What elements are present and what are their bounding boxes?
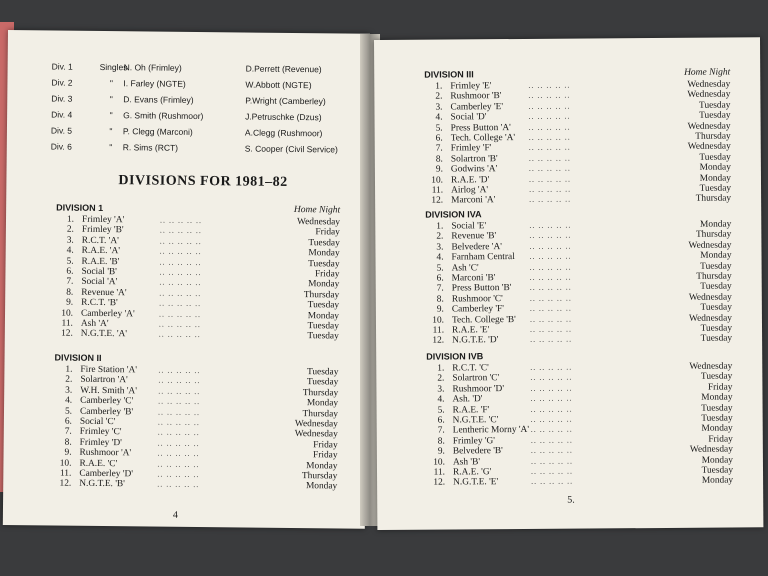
singles-row [51,138,351,157]
leader-dots: .. .. .. .. .. [529,303,572,314]
home-night: Tuesday [700,333,733,345]
leader-dots: .. .. .. .. .. [159,277,202,288]
row-number: 11. [432,325,445,336]
team-name: Camberley 'D' [79,468,134,480]
row-number: 5. [435,123,443,134]
home-night: Tuesday [699,152,731,163]
leader-dots: .. .. .. .. .. [529,184,572,194]
row-number: 4. [435,112,443,123]
row-number: 9. [66,297,74,308]
row-number: 7. [66,276,74,288]
singles-player-2: D.Perrett (Revenue) [245,63,322,75]
leader-dots: .. .. .. .. .. [529,241,572,251]
row-number: 4. [436,252,444,263]
team-name: Fire Station 'A' [80,364,138,376]
home-night: Monday [306,460,338,471]
home-night: Tuesday [700,281,732,293]
team-name: Frimley 'C' [79,427,122,438]
team-name: Solartron 'B' [450,153,498,165]
row-number: 2. [437,373,445,384]
row-number: 2. [436,231,444,242]
row-number: 2. [66,225,74,236]
home-night: Friday [313,450,338,461]
team-name: N.G.T.E. 'D' [452,335,499,346]
team-name: Lentheric Morny 'A' [452,425,530,436]
singles-division: Div. 6 [50,141,72,152]
leader-dots: .. .. .. .. .. [529,231,572,241]
team-name: Tech. College 'B' [451,314,516,325]
leader-dots: .. .. .. .. .. [530,383,573,393]
row-number: 3. [435,102,443,113]
team-name: Belvedere 'B' [452,446,503,457]
leader-dots: .. .. .. .. .. [530,466,574,476]
leader-dots: .. .. .. .. .. [159,267,202,277]
home-night: Wednesday [687,121,731,132]
team-name: Camberley 'A' [80,308,135,319]
singles-label: Singles [99,61,128,73]
leader-dots: .. .. .. .. .. [529,220,572,230]
singles-division: Div. 3 [51,93,73,104]
row-number: 7. [437,425,445,436]
row-number: 5. [437,405,445,416]
leader-dots: .. .. .. .. .. [157,407,201,417]
home-night: Monday [306,398,339,409]
home-night: Wednesday [687,141,731,153]
leader-dots: .. .. .. .. .. [530,373,573,383]
team-name: N.G.T.E. 'B' [79,479,125,490]
row-number: 7. [64,426,72,438]
home-night: Wednesday [687,89,731,101]
leader-dots: .. .. .. .. .. [159,288,202,298]
division-3 [424,64,731,207]
row-number: 3. [436,242,444,253]
row-number: 9. [437,446,445,457]
home-night: Tuesday [698,100,731,111]
home-night: Friday [315,227,340,238]
home-night: Tuesday [699,110,731,121]
home-night-label: Home Night [684,67,731,78]
row-number: 9. [435,164,443,175]
singles-label: " [109,126,113,137]
leader-dots: .. .. .. .. .. [157,417,200,427]
home-night: Monday [701,455,733,466]
home-night: Thursday [301,471,338,482]
leader-dots: .. .. .. .. .. [529,262,572,272]
row-number: 12. [61,328,73,339]
singles-player-1: R. Sims (RCT) [122,142,179,153]
leader-dots: .. .. .. .. .. [158,375,201,386]
row-number: 8. [437,436,445,447]
page-number: 5. [567,494,575,506]
singles-label: " [109,110,113,121]
team-name: Press Button 'B' [451,283,512,294]
singles-player-2: A.Clegg (Rushmoor) [244,127,323,139]
team-name: Ash. 'D' [452,394,483,405]
home-night: Tuesday [306,377,339,388]
team-name: Social 'C' [79,416,116,428]
team-name: Ash 'C' [451,262,479,274]
page-number: 4 [172,509,178,521]
team-name: Camberley 'F' [451,304,504,315]
home-night: Wednesday [294,418,338,430]
home-night: Monday [700,250,732,261]
home-night: Thursday [302,408,339,420]
row-number: 6. [66,266,74,277]
team-name: Solartron 'A' [80,375,128,386]
singles-label: " [109,142,113,153]
team-name: Social 'B' [81,266,117,278]
home-night: Tuesday [699,183,732,194]
leader-dots: .. .. .. .. .. [529,314,572,324]
row-number: 7. [436,283,444,294]
row-number: 1. [65,364,73,375]
division-title: DIVISION II [54,352,102,363]
team-name: N.G.T.E. 'A' [80,329,128,340]
singles-label: " [109,78,114,89]
home-night: Thursday [695,229,732,241]
division-rows [426,362,733,489]
table-row [427,476,733,489]
leader-dots: .. .. .. .. .. [530,404,573,414]
team-name: Solartron 'C' [452,373,500,384]
row-number: 3. [437,384,445,395]
leader-dots: .. .. .. .. .. [529,194,572,205]
row-number: 3. [66,235,74,246]
home-night: Wednesday [688,240,732,251]
row-number: 2. [65,375,73,386]
division-title: DIVISION III [424,69,474,80]
leader-dots: .. .. .. .. .. [528,142,571,153]
team-name: Frimley 'G' [452,435,496,447]
page-heading: DIVISIONS FOR 1981–82 [118,173,288,190]
singles-division: Div. 1 [51,61,73,72]
team-name: W.H. Smith 'A' [80,385,137,397]
singles-player-1: G. Smith (Rushmoor) [123,110,204,122]
leader-dots: .. .. .. .. .. [159,225,202,236]
singles-player-1: N. Oh (Frimley) [123,62,182,73]
home-night: Tuesday [307,321,339,332]
leader-dots: .. .. .. .. .. [159,298,202,309]
leader-dots: .. .. .. .. .. [157,459,200,469]
row-number: 1. [437,363,445,374]
division-2 [53,349,338,493]
home-night: Monday [308,248,340,259]
row-number: 2. [435,91,443,102]
leader-dots: .. .. .. .. .. [159,246,202,257]
row-number: 11. [61,318,73,329]
singles-list [51,58,352,157]
table-row [53,479,337,492]
leader-dots: .. .. .. .. .. [528,132,571,142]
home-night-label: Home Night [293,205,341,216]
team-name: Frimley 'B' [81,225,124,236]
team-name: Revenue 'B' [451,231,497,242]
home-night: Monday [700,219,732,230]
leader-dots: .. .. .. .. .. [528,163,571,174]
division-4a [425,204,732,347]
row-number: 10. [432,315,444,326]
leader-dots: .. .. .. .. .. [157,479,200,490]
row-number: 5. [436,263,444,274]
row-number: 9. [64,447,72,458]
home-night: Friday [313,439,338,451]
team-name: R.A.E. 'G' [452,467,492,478]
team-name: Camberley 'C' [80,395,134,407]
team-name: Ash 'A' [80,318,109,329]
home-night: Monday [305,481,338,492]
leader-dots: .. .. .. .. .. [530,445,573,456]
team-name: R.C.T. 'B' [81,297,118,309]
singles-division: Div. 2 [51,77,73,88]
team-name: Camberley 'E' [450,101,504,113]
team-name: R.C.T. 'A' [81,235,119,246]
row-number: 11. [59,468,72,479]
team-name: R.A.E. 'E' [451,325,490,336]
team-name: Rushmoor 'C' [451,293,503,305]
team-name: R.A.E. 'C' [79,458,118,469]
team-name: Camberley 'B' [79,406,134,417]
singles-player-1: D. Evans (Frimley) [123,94,194,105]
team-name: Farnham Central [451,252,515,263]
row-number: 5. [64,406,73,417]
row-number: 4. [66,245,74,256]
team-name: R.A.E. 'A' [81,245,121,257]
team-name: Marconi 'B' [451,273,496,284]
home-night: Tuesday [701,465,734,476]
division-title: DIVISION 1 [56,202,104,214]
team-name: N.G.T.E. 'E' [453,477,499,488]
row-number: 8. [66,287,74,298]
division-rows [425,220,732,347]
row-number: 1. [436,221,444,232]
division-title: DIVISION IVA [425,209,482,220]
singles-player-1: I. Farley (NGTE) [123,78,186,89]
table-row [55,329,339,342]
row-number: 8. [436,294,444,305]
row-number: 8. [435,154,443,165]
home-night: Monday [701,423,733,435]
home-night: Wednesday [688,292,732,303]
singles-player-2: J.Petruschke (Dzus) [245,111,322,123]
team-name: Frimley 'A' [81,214,125,226]
leader-dots: .. .. .. .. .. [158,386,201,396]
singles-label: " [109,94,113,105]
row-number: 1. [66,214,75,225]
row-number: 3. [65,385,73,396]
division-title: DIVISION IVB [426,351,484,362]
home-night: Tuesday [700,323,733,334]
leader-dots: .. .. .. .. .. [528,153,571,163]
leader-dots: .. .. .. .. .. [528,80,571,90]
division-rows [53,365,338,493]
leader-dots: .. .. .. .. .. [529,251,572,262]
home-night: Wednesday [689,444,733,455]
leader-dots: .. .. .. .. .. [159,236,202,246]
home-night: Monday [308,279,340,290]
team-name: Marconi 'A' [451,195,496,206]
home-night: Tuesday [308,237,340,249]
team-name: Press Button 'A' [450,122,511,134]
row-number: 9. [436,304,444,315]
leader-dots: .. .. .. .. .. [159,215,203,226]
team-name: Social 'A' [81,277,118,288]
home-night: Friday [708,434,733,445]
team-name: Social 'D' [450,112,487,123]
leader-dots: .. .. .. .. .. [157,427,200,438]
row-number: 11. [433,467,446,478]
team-name: Rushmoor 'D' [452,383,505,395]
leader-dots: .. .. .. .. .. [530,414,573,424]
home-night: Tuesday [700,371,733,383]
leader-dots: .. .. .. .. .. [528,91,571,101]
leader-dots: .. .. .. .. .. [531,476,574,487]
leader-dots: .. .. .. .. .. [158,396,201,407]
leader-dots: .. .. .. .. .. [529,282,572,293]
row-number: 7. [435,143,443,154]
home-night: Monday [307,310,340,321]
singles-division: Div. 5 [50,125,73,136]
leader-dots: .. .. .. .. .. [530,435,573,445]
row-number: 10. [433,457,445,468]
home-night: Tuesday [700,261,732,272]
row-number: 12. [59,478,72,489]
row-number: 12. [433,477,446,488]
team-name: R.C.T. 'C' [452,363,489,374]
leader-dots: .. .. .. .. .. [528,174,572,184]
home-night: Monday [701,392,733,403]
leader-dots: .. .. .. .. .. [530,424,573,435]
row-number: 10. [59,458,72,469]
leader-dots: .. .. .. .. .. [530,456,573,466]
row-number: 6. [435,133,443,144]
team-name: Frimley 'D' [79,437,122,448]
home-night: Wednesday [689,361,733,372]
leader-dots: .. .. .. .. .. [529,324,573,334]
team-name: Belvedere 'A' [451,241,502,253]
leader-dots: .. .. .. .. .. [529,293,572,303]
row-number: 11. [431,185,444,196]
home-night: Tuesday [700,302,732,313]
row-number: 6. [437,415,445,426]
row-number: 6. [436,273,444,284]
right-page [374,37,763,530]
home-night: Thursday [696,271,732,282]
division-rows [424,80,731,207]
home-night: Friday [707,382,733,393]
home-night: Monday [699,173,732,184]
home-night: Thursday [695,131,731,142]
leader-dots: .. .. .. .. .. [530,334,573,345]
leader-dots: .. .. .. .. .. [530,362,573,372]
row-number: 1. [435,81,443,92]
team-name: Airlog 'A' [451,185,489,196]
home-night: Tuesday [701,403,733,414]
home-night: Friday [314,269,340,280]
team-name: R.A.E. 'B' [81,256,120,267]
home-night: Thursday [302,387,339,399]
home-night: Monday [701,475,734,487]
leader-dots: .. .. .. .. .. [157,469,200,479]
home-night: Thursday [303,289,340,301]
home-night: Wednesday [294,429,338,440]
singles-player-2: W.Abbott (NGTE) [245,79,312,91]
row-number: 10. [61,308,74,319]
division-4b [426,346,733,489]
leader-dots: .. .. .. .. .. [158,309,202,319]
leader-dots: .. .. .. .. .. [528,122,571,132]
team-name: Ash 'B' [452,456,481,467]
team-name: Rushmoor 'A' [79,447,132,459]
leader-dots: .. .. .. .. .. [528,101,571,111]
singles-player-2: S. Cooper (Civil Service) [244,143,338,155]
leader-dots: .. .. .. .. .. [159,257,202,267]
home-night: Monday [699,162,731,173]
home-night: Thursday [695,193,732,205]
team-name: R.A.E. 'D' [450,174,490,185]
home-night: Tuesday [308,258,340,270]
leader-dots: .. .. .. .. .. [158,319,201,329]
leader-dots: .. .. .. .. .. [529,272,572,282]
table-row [426,334,732,347]
leader-dots: .. .. .. .. .. [158,365,201,376]
row-number: 12. [432,335,445,346]
team-name: Tech. College 'A' [450,132,516,144]
singles-player-2: P.Wright (Camberley) [245,95,326,107]
home-night: Tuesday [307,300,340,311]
team-name: Frimley 'E' [450,81,492,92]
home-night: Tuesday [306,367,339,378]
row-number: 6. [64,416,72,427]
row-number: 4. [65,395,73,406]
home-night: Tuesday [307,331,339,342]
team-name: Revenue 'A' [81,287,127,298]
row-number: 8. [64,437,72,448]
leader-dots: .. .. .. .. .. [157,438,200,448]
team-name: Rushmoor 'B' [450,91,502,102]
row-number: 12. [431,195,444,206]
team-name: R.A.E. 'F' [452,404,490,416]
team-name: N.G.T.E. 'C' [452,415,499,426]
leader-dots: .. .. .. .. .. [528,111,571,122]
singles-division: Div. 4 [51,109,73,120]
row-number: 10. [431,175,444,186]
home-night: Tuesday [701,413,733,424]
home-night: Wednesday [296,217,341,228]
team-name: Frimley 'F' [450,143,492,154]
leader-dots: .. .. .. .. .. [530,393,573,404]
leader-dots: .. .. .. .. .. [157,448,200,459]
home-night: Wednesday [687,79,731,90]
team-name: Social 'E' [451,221,487,232]
row-number: 4. [437,394,445,405]
division-1 [55,199,340,343]
left-page [3,30,370,529]
leader-dots: .. .. .. .. .. [158,329,201,340]
singles-player-1: P. Clegg (Marconi) [122,126,193,137]
home-night: Wednesday [688,313,732,324]
row-number: 5. [66,256,74,267]
team-name: Godwins 'A' [450,164,498,175]
division-rows [55,215,340,343]
